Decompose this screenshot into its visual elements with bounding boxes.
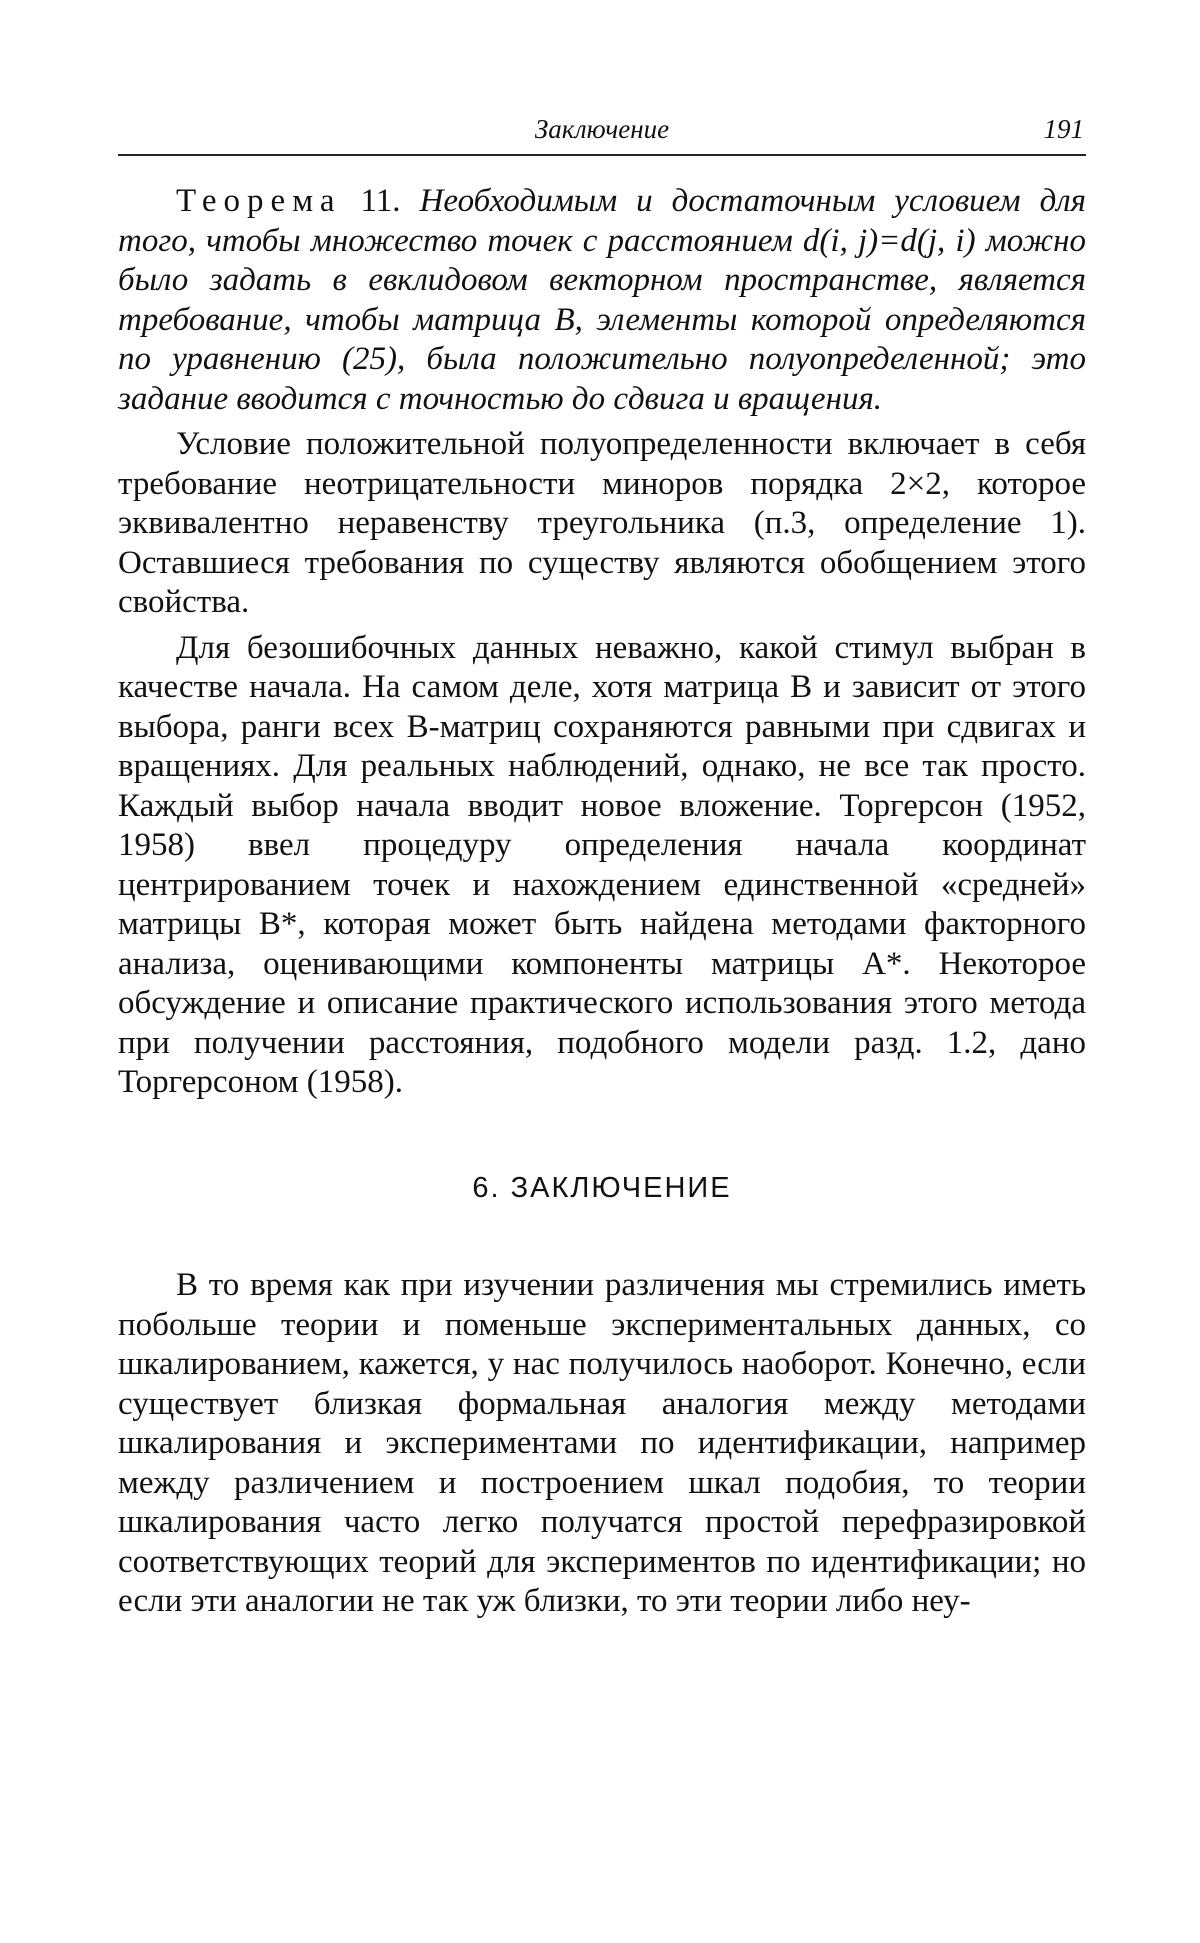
- running-head: [118, 110, 1086, 156]
- running-title: Заключение: [534, 114, 670, 144]
- paragraph-conclusion: В то время как при изучении различения мы стремились иметь побольше теории и поменьше экспериментальных данных, со шкалированием, кажется, у нас получилось наоборот. Конечно, если существует близкая формальная аналогия между методами шкалирования и экспериментами по идентификации, например между различением и построением шкал подобия, то теории шкалирования часто легко получатся простой перефразировкой соответствующих теорий для экспериментов по идентификации; но если эти аналогии не так уж близки, то эти теории либо неу-: [118, 1267, 1086, 1619]
- theorem-paragraph: [118, 182, 1086, 419]
- paragraph-semidefinite-condition: Условие положительной полуопределенности включает в себя требование неотрицательности миноров порядка 2×2, которое эквивалентно неравенству треугольника (п.3, определение 1). Оставшиеся требования по существу являются обобщением этого свойства.: [118, 426, 1086, 620]
- theorem-text: Необходимым и достаточным условием для того, чтобы множество точек с расстоянием d(i, j)=d(j, i) можно было задать в евклидовом векторном пространстве, является требование, чтобы матрица B, элементы которой определяются по уравнению (25), была положительно полуопределенной; это задание вводится с точностью до сдвига и вращения.: [118, 183, 1087, 417]
- section-heading: 6. ЗАКЛЮЧЕНИЕ: [472, 1171, 732, 1204]
- theorem-number: 11.: [360, 183, 401, 219]
- body-text: [118, 182, 1086, 1622]
- paragraph-origin-choice: Для безошибочных данных неважно, какой стимул выбран в качестве начала. На самом деле, хотя матрица B и зависит от этого выбора, ранги всех B-матриц сохраняются равными при сдвигах и вращениях. Для реальных наблюдений, однако, не все так просто. Каждый выбор начала вводит новое вложение. Торгерсон (1952, 1958) ввел процедуру определения начала координат центрированием точек и нахождением единственной «средней» матрицы B*, которая может быть найдена методами факторного анализа, оценивающими компоненты матрицы A*. Некоторое обсуждение и описание практического использования этого метода при получении расстояния, подобного модели разд. 1.2, дано Торгерсоном (1958).: [118, 629, 1086, 1100]
- page-number: 191: [1043, 114, 1084, 144]
- theorem-label: Теорема: [176, 183, 342, 219]
- book-page: [118, 110, 1086, 1622]
